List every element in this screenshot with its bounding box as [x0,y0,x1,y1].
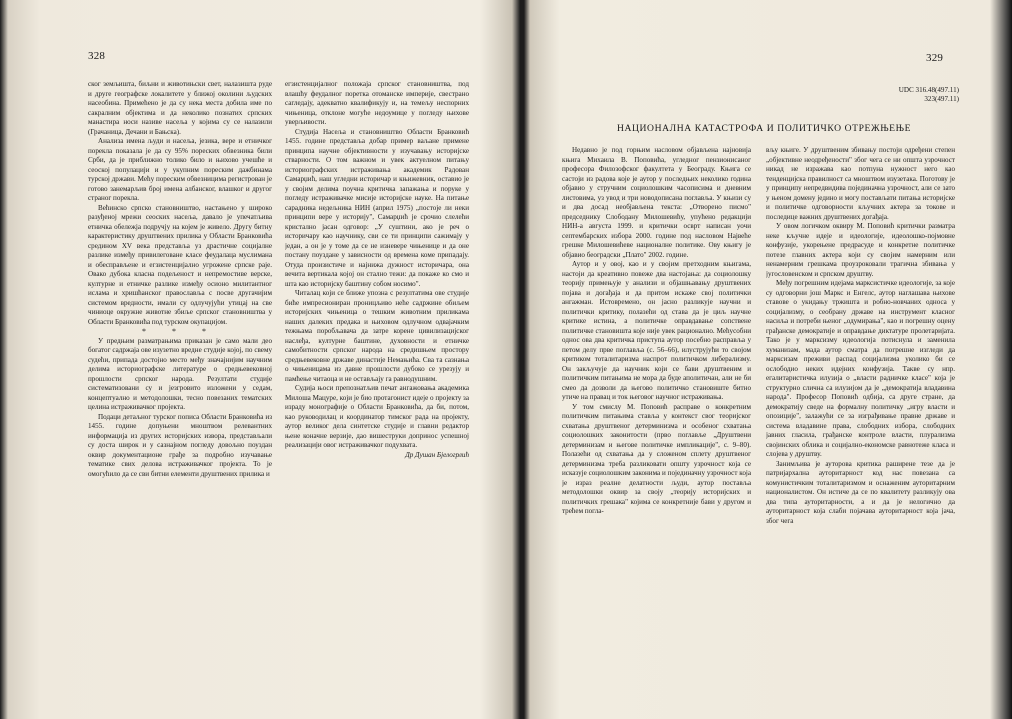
udc-line-2: 323(497.11) [924,95,959,103]
page-number: 329 [926,52,944,64]
paragraph: Судија њоси препознатљив печат ангажовања академика Милоша Мацуре, који је био протагонист идеје о пројекту за израду монографије о Области Бранковића, да би, потом, као руководилац и координатор тимског рада на пројекту, аутор великог дела синтетске студије и главни редактор њене коначне верзије, дао вишеструки допринос успешној реализацији овог истраживачког подухвата. [285,384,469,449]
page-number: 328 [88,50,106,62]
text-column-1 [562,146,751,701]
paragraph: У овом логичком оквиру М. Поповић критички разматра неке кључне идеје и идеологије, идеолошко-појмовне конфузије, укорењене предрасуде и конкретне политичке потезе главних актера који су својим намерним или ненамерним грешкама проузроковали трагична збивања у југословенском и српском друштву. [766,222,955,278]
text-column-2 [766,146,955,701]
paragraph: У том смислу М. Поповић расправе о конкретним политичким питањима ставља у контекст свог теоријског схватања друштвеног детерминизма и особеног схватања социолошких законитости (прво поглавље „Друштвени детерминизам и његове политичке импликације", с. 9–80). Полазећи од схватања да у сложеном сплету друштвеног детерминизма треба разликовати општу узрочност која се исказује социолошким законима и појединачну узрочност која је израз реалне делатности људи, аутор поставља методолошки оквир за своју „теорију историјских и политичких грешака" којима се конкретније бави у другом и трећем погла- [562,402,751,515]
article-title: НАЦИОНАЛНА КАТАСТРОФА И ПОЛИТИЧКО ОТРЕЖЊЕЊЕ [616,123,912,134]
udc-classification [879,86,959,104]
paragraph: Недавно је под горњим насловом објављена најновија књига Михаила В. Поповића, угледног пензионисаног професора Филозофског факултета у Београду. Књига се састоји из радова које је аутор у последњих неколико година објавио у стручним социолошким часописима и дневним листовима, уз увод и три новодописана поглавља. У књизи су и два досад необјављена текста: „Отворено писмо" председнику Слободану Милошевићу, упућено редакцији НИН-а августа 1999. и критички осврт написан уочи септембарских избора 2000. године под насловом Највеће грешке Милошевићеве националне политике. Ову књигу је објавио београдски „Плато" 2002. године. [562,146,751,259]
section-separator: * * * [142,327,218,336]
paragraph: Већинско српско становништво, настањено у широко разуђеној мрежи сеоских насеља, давало је упечатљива етничка обележја подручју на којем је живело. Другу битну карактеристику друштвених прилика у Области Бранковића средином XV века представља уз драстичне социјалне разлике између привилеговане класе феудалаца муслимана и обесправљене и егзистенцијално угрожене српске раје. Овако дубока класна подељеност и непремостиве верске, културне и етничке разлике између осионо милитантног ислама и хришћанског православља с посве другачијим системом вредности, имали су одлучујући утицај на све чиниоце окружне животне збиље српског становништва у Области Бранковића под турском окупацијом. [88,203,272,326]
paragraph: ског земљишта, биљни и животињски свет, налазишта руде и друге географске локалитете у ближој околини људских насеобина. Примећено је да су нека места добила име по сакралним објектима и да неколико познатих српских манастира носи називе насеља у којима су се налазили (Грачаница, Дечани и Бањска). [88,80,272,136]
paragraph: Занимљива је ауторова критика раширене тезе да је патријархална ауторитарност код нас повезана са комунистичким тоталитаризмом и оснаженим ауторитарним националистом. Он истиче да се по квалитету разликују ова два типа ауторитарности, а и да је нелогично да ауторитарност која слаби појачава ауторитарност која јача, због чега [766,459,955,525]
paragraph: Студија Насеља и становништво Области Бранковић 1455. године представља добар пример ваљане примене принципа научне објективности у изучавању историјске стварности. О том важном и увек актуелном питању историографских истраживања академик Радован Самарџић, наш угледни историчар и књижевник, оставио је у својим делима поучна критичка запажања и поруке у погледу истраживачке мисије историјске науке. На питање сарадника недељника НИН (април 1975) „постоје ли неки принципи вере у историју", Самарџић је срочио слелећи кристално јасан одговор: „У суштини, ако је реч о историчару као научнику, сви се ти принципи сажимају у један, а он је у томе да се не изневере чињенице и да оне постану поуздане у зависности од времена коме припадају. Отуда произистиче и најнижа дужност историчара, она вечита вертикала којој он стално тежи: да покаже ко смо и шта као историјску баштину собом носимо". [285,127,469,288]
right-page [522,0,1012,719]
review-author: Др Душан Бјелогрлић [405,450,469,459]
paragraph: егзистенцијалног положаја српског становништва, под влашћу феудалног поретка отоманске империје, свестрано сагледају, адекватно квалификују и, на темељу неспорних чињеница, отклоне могуће недоумице у погледу њихове уверљивости. [285,80,469,126]
paragraph: Подаци детаљног турског пописа Области Бранковића из 1455. године допуњени мноштвом релевантних информација из других историјских извора, представљали су доста широк и у сазнајном погледу довољно поуздан оквир документационе грађе за подробно изучавање тематике свих делова истраживачког пројекта. То је омогућило да се сви битни елементи друштвених прилика и [88,412,272,478]
paragraph: Читалац који се ближе упозна с резултатима ове студије биће импресиониран проницљиво неће садржине обиљем историјских чињеница о тешким животним приликама наших далеких предака и њиховом одлучном одвајачким тежњама поробљавача да затре корене цивилизацијског наслеђа, културне баштине, духовности и етничке самобитности српског народа на средишњем простору средњевековне државе династије Немањића. Сва та сазнања о чињеницама из давне прошлости дубоко се урезују и памћење читаоца и не остављају га равнодушним. [285,289,469,383]
paragraph: Аутор и у овој, као и у својим претходним књигама, настоји да креативно повеже два настојања: да социолошку теорију примењује у анализи и објашњавању друштвених појава и догађаја и да притом искаже свој политички ангажман. Истовремено, он јасно разликује научни и политички критику, полазећи од става да је циљ научне критике истина, а политичке оправдавање сопствене политичке становишта које није увек рационално. Мећусобни однос ова два критичка приступа аутор посебно расправља у петом делу прве поглавља (с. 56–66), илуструјући то својом критиком тоталитаризма наспрот политичком либерализму. Он закључује да научник који се бави друштвеним и политичким питањима не мора да буде аполитичан, али не би смео да дозволи да његово политичко становиште битно утиче на правац и ток његовог научног истраживања. [562,260,751,401]
udc-line-1: UDC 316.48(497.11) [898,86,959,94]
paragraph: Анализа имена људи и насеља, језика, вере и етничког порекла показала је да су 95% пореских обвезника били Срби, да је приближно толико било и њихово учешће и сеоској популацији и у укупним пореским дажбинама турској држави. Мећу пореским обвезницима регистрован је готово занемарљив број имена албанског, влашког и другог страног порекла. [88,137,272,202]
text-column-2 [285,80,469,640]
text-column-1 [88,80,272,640]
paragraph: вљу књиге. У друштвеним збивању постоји одређени степен „објективне неодређености" због чега се ни општа узрочност никад не изражава као потпуна нужност него као тенденцијска правилност са мноштвом изузетака. Поготову је у принципу непредвидива појединачна узрочност, али се зато у њеном домену једино и могу постављати питања историјске и политичке одговорности кључних актера за токове и последице важних друштвених догађаја. [766,146,955,221]
paragraph: Међу погрешним идејама марксистичке идеологије, за које су одговорни још Маркс и Енгелс, аутор наглашава њихове ставове о укидању тржишта и робно-новчаних односа у социјализму, о сеобрану државе на инструмент класног насиља и потреби њеног „одумирања", као и погрешну оцену грађанске демократије и оправдање диктатуре пролетаријата. Тако је у марксизму идеологија потиснула и заменила хуманизам, мада аутор сматра да погрешне изгледи да марксизам преживи распад социјализма уколико би се ослободио неких идејних конфузија. Такве су нпр. егалитаристичка илузија о „власти радничке класе" која је структурно слична са илузијом да је „демократија владавина народа". Професор Поповић одбија, са друге стране, да демократију сведе на формалну политичку „игру власти и опозиције", залажући се за изграђивање правне државе и система владавине права, слободних избора, слободних јавних гласила, грађанске контроле власти, плурализма својинских облика и социјално-економске равнотеже класа и слојева у друштву. [766,279,955,458]
paragraph: У предњим разматрањима приказан је само мали део богатог садржаја ове изузетно вредне студије којој, по свему судећи, припада достојно место међу значајнијим научним делима историографске литературе о средњевековној прошлости српског народа. Резултати студије систематизовани су и језгровито изложени у седам, концептуално и методолошки, тесно повезаних тематских целина истраживачког пројекта. [88,336,272,411]
